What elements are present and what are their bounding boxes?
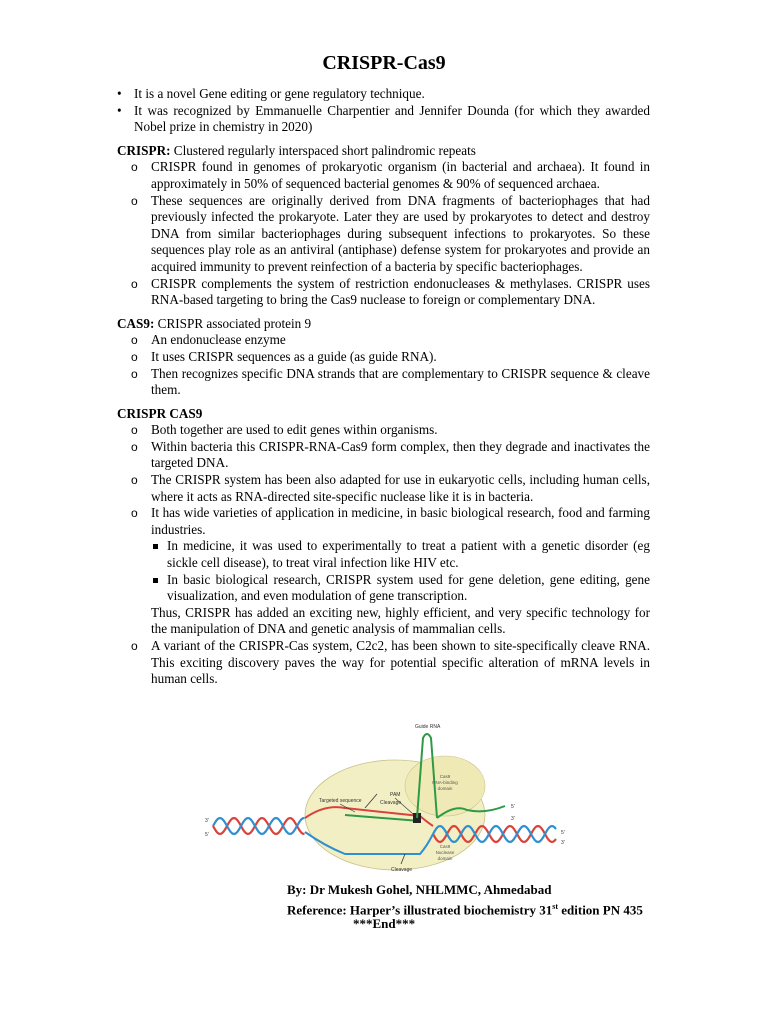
crispr-cas9-point-5: o A variant of the CRISPR-Cas system, C2c2, has been shown to site-specifically cleave RNA. This exciting discovery paves the way for potential specific alteration of mRNA levels in human cells. <box>117 638 650 688</box>
page-title: CRISPR-Cas9 <box>322 52 446 74</box>
footer-credits <box>287 882 643 918</box>
label-nuclease-1: Cas9 <box>439 844 451 849</box>
crispr-definition: Clustered regularly interspaced short palindromic repeats <box>170 142 476 158</box>
crispr-cas9-subpoint-1: In medicine, it was used to experimentally to treat a patient with a genetic disorder (eg sickle cell disease), to treat viral infection like HIV etc. <box>117 538 650 571</box>
crispr-point-2: o These sequences are originally derived from DNA fragments of bacteriophages that had previously infected the prokaryote. Later they are used by prokaryotes to detect and destroy DNA from similar bacteriophages during subsequent infections to prokaryotes. So these sequences play role as an antiviral (antiphase) defense system for prokaryotes and provide an acquired immunity to prevent reinfection of a bacteria by specific bacteriophages. <box>117 193 650 276</box>
cas9-heading <box>117 316 650 333</box>
label-strand-5-prime: 5' <box>511 804 515 810</box>
label-nuclease-3: domain <box>437 856 453 861</box>
crispr-cas9-point-2: o Within bacteria this CRISPR-RNA-Cas9 form complex, then they degrade and inactivates the targeted DNA. <box>117 439 650 472</box>
label-rna-binding-2: RNA-binding <box>432 780 458 785</box>
crispr-cas9-diagram <box>205 718 575 883</box>
label-rna-binding-1: Cas9 <box>439 774 451 779</box>
label-nuclease-2: Nuclease <box>435 850 455 855</box>
intro-bullet-1: • It is a novel Gene editing or gene regulatory technique. <box>117 86 650 103</box>
label-strand-3-prime: 3' <box>511 816 515 822</box>
reference-text: Reference: Harper’s illustrated biochemistry 31 <box>287 901 553 917</box>
crispr-cas9-heading <box>117 406 650 423</box>
reference-edition: edition PN 435 <box>558 901 643 917</box>
crispr-point-1: o CRISPR found in genomes of prokaryotic organism (in bacterial and archaea). It found in approximately in 50% of sequenced bacterial genomes & 90% of sequenced archaea. <box>117 159 650 192</box>
end-marker: ***End*** <box>353 916 416 931</box>
author-line: By: Dr Mukesh Gohel, NHLMMC, Ahmedabad <box>287 882 552 897</box>
label-right-5-prime: 5' <box>561 830 565 836</box>
label-rna-binding-3: domain <box>437 786 453 791</box>
label-pam: PAM <box>390 792 401 798</box>
crispr-cas9-point-4: o It has wide varieties of application in medicine, in basic biological research, food and farming industries. <box>117 505 650 538</box>
label-left-3-prime: 3' <box>205 818 209 824</box>
crispr-term: CRISPR: <box>117 142 171 158</box>
crispr-cas9-point-1: o Both together are used to edit genes within organisms. <box>117 422 650 439</box>
cas9-point-3: o Then recognizes specific DNA strands that are complementary to CRISPR sequence & cleave them. <box>117 366 650 399</box>
reference-superscript: st <box>552 901 558 911</box>
crispr-point-3: o CRISPR complements the system of restriction endonucleases & methylases. CRISPR uses RNA-based targeting to bring the Cas9 nuclease to foreign or complementary DNA. <box>117 276 650 309</box>
label-targeted-sequence: Targeted sequence <box>319 798 362 804</box>
cas9-term: CAS9: <box>117 315 155 331</box>
cas9-point-1: o An endonuclease enzyme <box>117 332 650 349</box>
crispr-cas9-thus: Thus, CRISPR has added an exciting new, highly efficient, and very specific technology for the manipulation of DNA and genetic analysis of mammalian cells. <box>151 604 650 637</box>
cas9-definition: CRISPR associated protein 9 <box>154 315 312 331</box>
label-cleavage-top: Cleavage <box>380 800 402 806</box>
document-body <box>117 86 650 688</box>
crispr-heading <box>117 143 650 160</box>
label-right-3-prime: 3' <box>561 840 565 846</box>
cas9-point-2: o It uses CRISPR sequences as a guide (as guide RNA). <box>117 349 650 366</box>
label-left-5-prime: 5' <box>205 832 209 838</box>
crispr-cas9-heading-text: CRISPR CAS9 <box>117 405 203 421</box>
crispr-cas9-point-3: o The CRISPR system has been also adapted for use in eukaryotic cells, including human cells, where it acts as RNA-directed site-specific nuclease like it is in bacteria. <box>117 472 650 505</box>
crispr-cas9-subpoint-2: In basic biological research, CRISPR system used for gene deletion, gene editing, gene visualization, and even modulation of gene transcription. <box>117 572 650 605</box>
label-cleavage-bottom: Cleavage <box>391 867 413 873</box>
label-guide-rna: Guide RNA <box>415 724 441 730</box>
intro-bullet-2: • It was recognized by Emmanuelle Charpentier and Jennifer Dounda (for which they awarded Nobel prize in chemistry in 2020) <box>117 103 650 136</box>
reference-line <box>287 899 643 919</box>
